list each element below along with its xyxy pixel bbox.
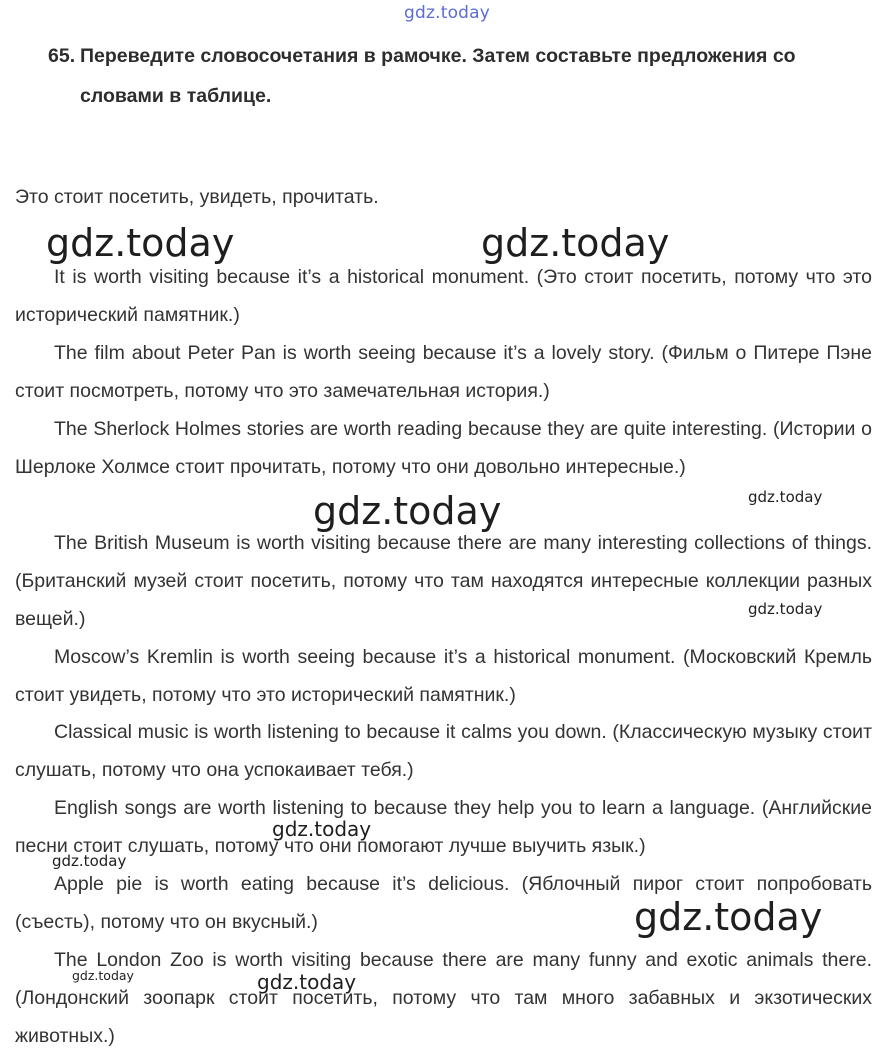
watermark: gdz.today bbox=[748, 600, 823, 618]
watermark: gdz.today bbox=[257, 970, 357, 994]
task-heading bbox=[48, 36, 868, 116]
watermark: gdz.today bbox=[634, 895, 823, 939]
watermark: gdz.today bbox=[272, 817, 372, 841]
watermark: gdz.today bbox=[748, 488, 823, 506]
watermark: gdz.today bbox=[46, 221, 235, 265]
answer-paragraph-1: It is worth visiting because it’s a historical monument. (Это стоит посетить, потому что это исторический памятник.) bbox=[15, 266, 872, 326]
answer-paragraph-8: Apple pie is worth eating because it’s delicious. (Яблочный пирог стоит попробовать (съесть), потому что он вкусный.) bbox=[15, 873, 872, 933]
answer-paragraph-2: The film about Peter Pan is worth seeing because it’s a lovely story. (Фильм о Питере Пэне стоит посмотреть, потому что это замечательная история.) bbox=[15, 342, 872, 402]
intro-line: Это стоит посетить, увидеть, прочитать. bbox=[15, 186, 379, 208]
answer-paragraph-3: The Sherlock Holmes stories are worth reading because they are quite interesting. (Истории о Шерлоке Холмсе стоит прочитать, потому что они довольно интересные.) bbox=[15, 418, 872, 478]
answer-paragraph-9: The London Zoo is worth visiting because there are many funny and exotic animals there. (Лондонский зоопарк стоит посетить, потому что там много забавных и экзотических животных.) bbox=[15, 949, 872, 1047]
task-text: Переведите словосочетания в рамочке. Затем составьте предложения со словами в таблице. bbox=[80, 45, 796, 107]
watermark: gdz.today bbox=[313, 489, 502, 533]
watermark: gdz.today bbox=[481, 221, 670, 265]
watermark: gdz.today bbox=[52, 852, 127, 870]
answer-paragraph-7: English songs are worth listening to because they help you to learn a language. (Английские песни стоит слушать, потому что они помогают лучше выучить язык.) bbox=[15, 797, 872, 857]
watermark: gdz.today bbox=[72, 968, 134, 983]
answer-paragraph-6: Classical music is worth listening to because it calms you down. (Классическую музыку стоит слушать, потому что она успокаивает тебя.) bbox=[15, 721, 872, 781]
header-watermark: gdz.today bbox=[404, 3, 491, 23]
task-number: 65. bbox=[48, 45, 76, 67]
answer-paragraph-5: Moscow’s Kremlin is worth seeing because it’s a historical monument. (Московский Кремль стоит увидеть, потому что это исторический памятник.) bbox=[15, 646, 872, 706]
answer-paragraph-4: The British Museum is worth visiting because there are many interesting collections of things. (Британский музей стоит посетить, потому что там находятся интересные коллекции разных вещей.) bbox=[15, 532, 872, 630]
